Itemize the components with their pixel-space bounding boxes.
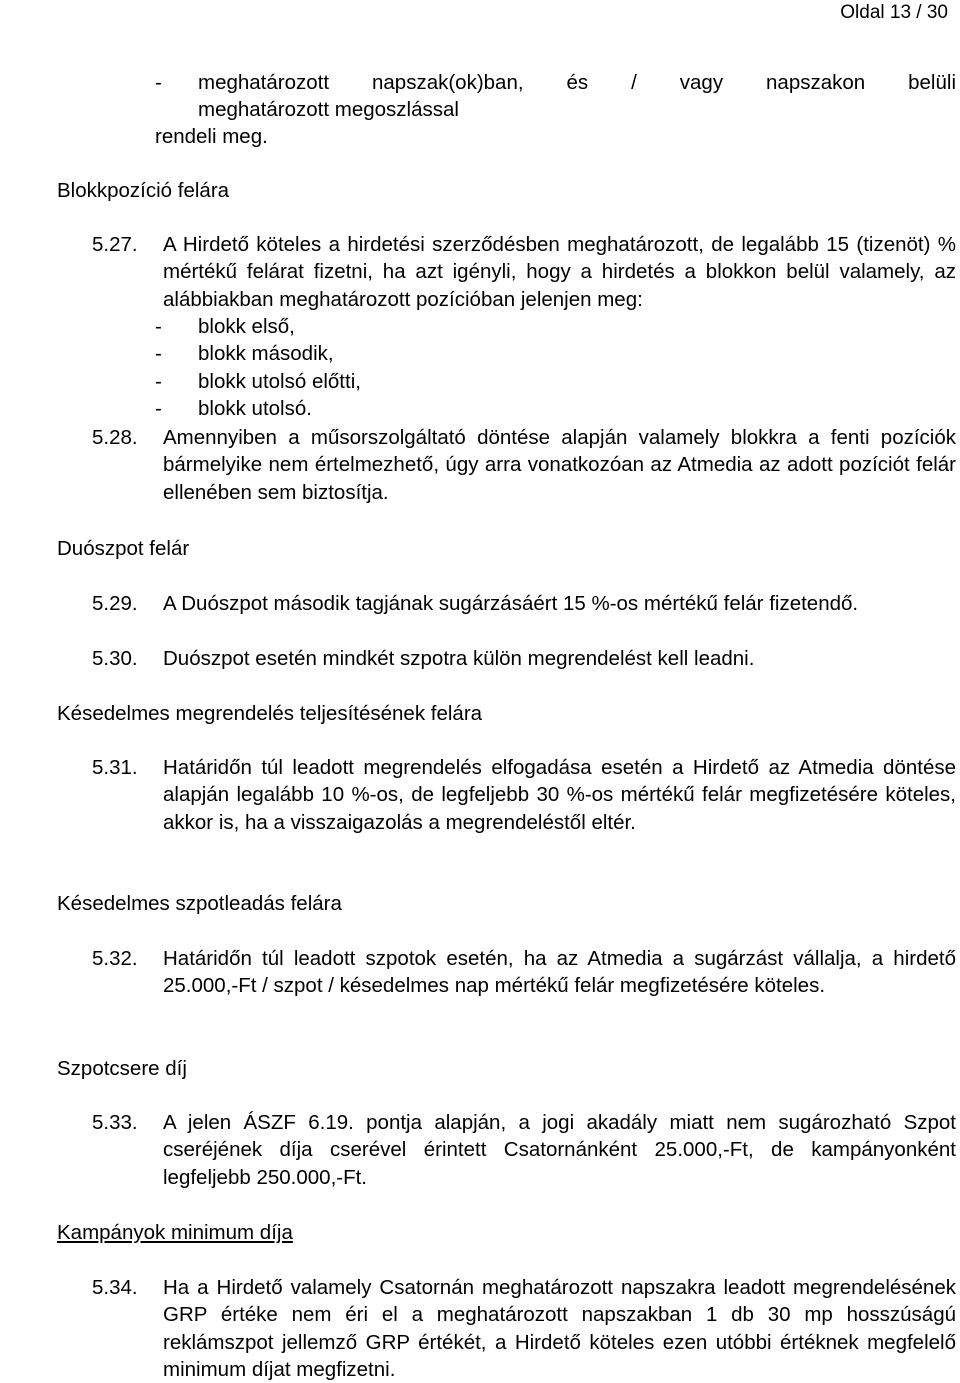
clause-number-5-32: 5.32. bbox=[92, 947, 138, 970]
section-heading-late-order: Késedelmes megrendelés teljesítésének felára bbox=[57, 702, 483, 725]
clause-text-5-29: A Duószpot második tagjának sugárzásáért 15 %-os mértékű felár fizetendő. bbox=[163, 592, 859, 615]
clause-number-5-33: 5.33. bbox=[92, 1111, 138, 1134]
list-item-text: blokk utolsó. bbox=[198, 396, 312, 420]
clause-text-5-33: A jelen ÁSZF 6.19. pontja alapján, a jogi akadály miatt nem sugározható Szpot cseréjének díja cserével érintett Csatornánként 25.000,-Ft, de kampányonként legfeljebb 250.000,-Ft. bbox=[163, 1111, 956, 1189]
list-item bbox=[155, 313, 361, 340]
clause-text-5-30: Duószpot esetén mindkét szpotra külön megrendelést kell leadni. bbox=[163, 647, 755, 670]
clause-number-5-29: 5.29. bbox=[92, 592, 138, 615]
list-dash: - bbox=[155, 342, 162, 366]
list-item bbox=[155, 368, 361, 395]
intro-line-1 bbox=[155, 69, 956, 96]
list-dash: - bbox=[155, 396, 162, 420]
section-heading-late-spot: Késedelmes szpotleadás felára bbox=[57, 892, 342, 915]
list-item-text: blokk második, bbox=[198, 342, 334, 366]
list-dash: - bbox=[155, 315, 162, 338]
intro-line-3: rendeli meg. bbox=[155, 125, 268, 148]
position-list bbox=[155, 313, 361, 422]
list-item bbox=[155, 340, 361, 367]
clause-number-5-30: 5.30. bbox=[92, 647, 138, 670]
intro-line-2: meghatározott megoszlással bbox=[198, 98, 459, 121]
list-item bbox=[155, 395, 361, 422]
clause-number-5-28: 5.28. bbox=[92, 426, 138, 449]
list-dash: - bbox=[155, 369, 162, 393]
section-heading-campaign-minimum-text: Kampányok minimum díja bbox=[57, 1221, 293, 1244]
page-number: Oldal 13 / 30 bbox=[840, 2, 948, 23]
clause-number-5-27: 5.27. bbox=[92, 233, 138, 256]
clause-number-5-31: 5.31. bbox=[92, 756, 138, 779]
clause-text-5-32: Határidőn túl leadott szpotok esetén, ha az Atmedia a sugárzást vállalja, a hirdető 25.000,-Ft / szpot / késedelmes nap mértékű felár megfizetésére köteles. bbox=[163, 947, 956, 998]
clause-text-5-28: Amennyiben a műsorszolgáltató döntése alapján valamely blokkra a fenti pozíciók bármelyike nem értelmezhető, úgy arra vonatkozóan az Atmedia az adott pozíciót felár ellenében sem biztosítja. bbox=[163, 426, 956, 504]
clause-text-5-34: Ha a Hirdető valamely Csatornán meghatározott napszakra leadott megrendelésének GRP értéke nem éri el a meghatározott napszakban 1 db 30 mp hosszúságú reklámszpot jellemző GRP értékét, a Hirdető köteles ezen utóbbi értéknek megfelelő minimum díjat megfizetni. bbox=[163, 1276, 956, 1381]
intro-line-1-text: meghatározott napszak(ok)ban, és / vagy napszakon belüli bbox=[198, 71, 956, 94]
list-item-text: blokk utolsó előtti, bbox=[198, 369, 361, 393]
section-heading-duoszpot: Duószpot felár bbox=[57, 537, 190, 560]
section-heading-blokkpozicio: Blokkpozíció felára bbox=[57, 179, 230, 202]
clause-text-5-27: A Hirdető köteles a hirdetési szerződésben meghatározott, de legalább 15 (tizenöt) % mértékű felárat fizetni, ha azt igényli, hogy a hirdetés a blokkon belül valamely, az alábbiakban meghatározott pozícióban jelenjen meg: bbox=[163, 233, 956, 311]
section-heading-spot-swap: Szpotcsere díj bbox=[57, 1057, 187, 1080]
clause-number-5-34: 5.34. bbox=[92, 1276, 138, 1299]
intro-dash: - bbox=[155, 71, 162, 94]
list-item-text: blokk első, bbox=[198, 315, 295, 338]
clause-text-5-31: Határidőn túl leadott megrendelés elfogadása esetén a Hirdető az Atmedia döntése alapján legalább 10 %-os, de legfeljebb 30 %-os mértékű felár megfizetésére köteles, akkor is, ha a visszaigazolás a megrendeléstől eltér. bbox=[163, 756, 956, 834]
section-heading-campaign-minimum bbox=[8, 1219, 293, 1246]
